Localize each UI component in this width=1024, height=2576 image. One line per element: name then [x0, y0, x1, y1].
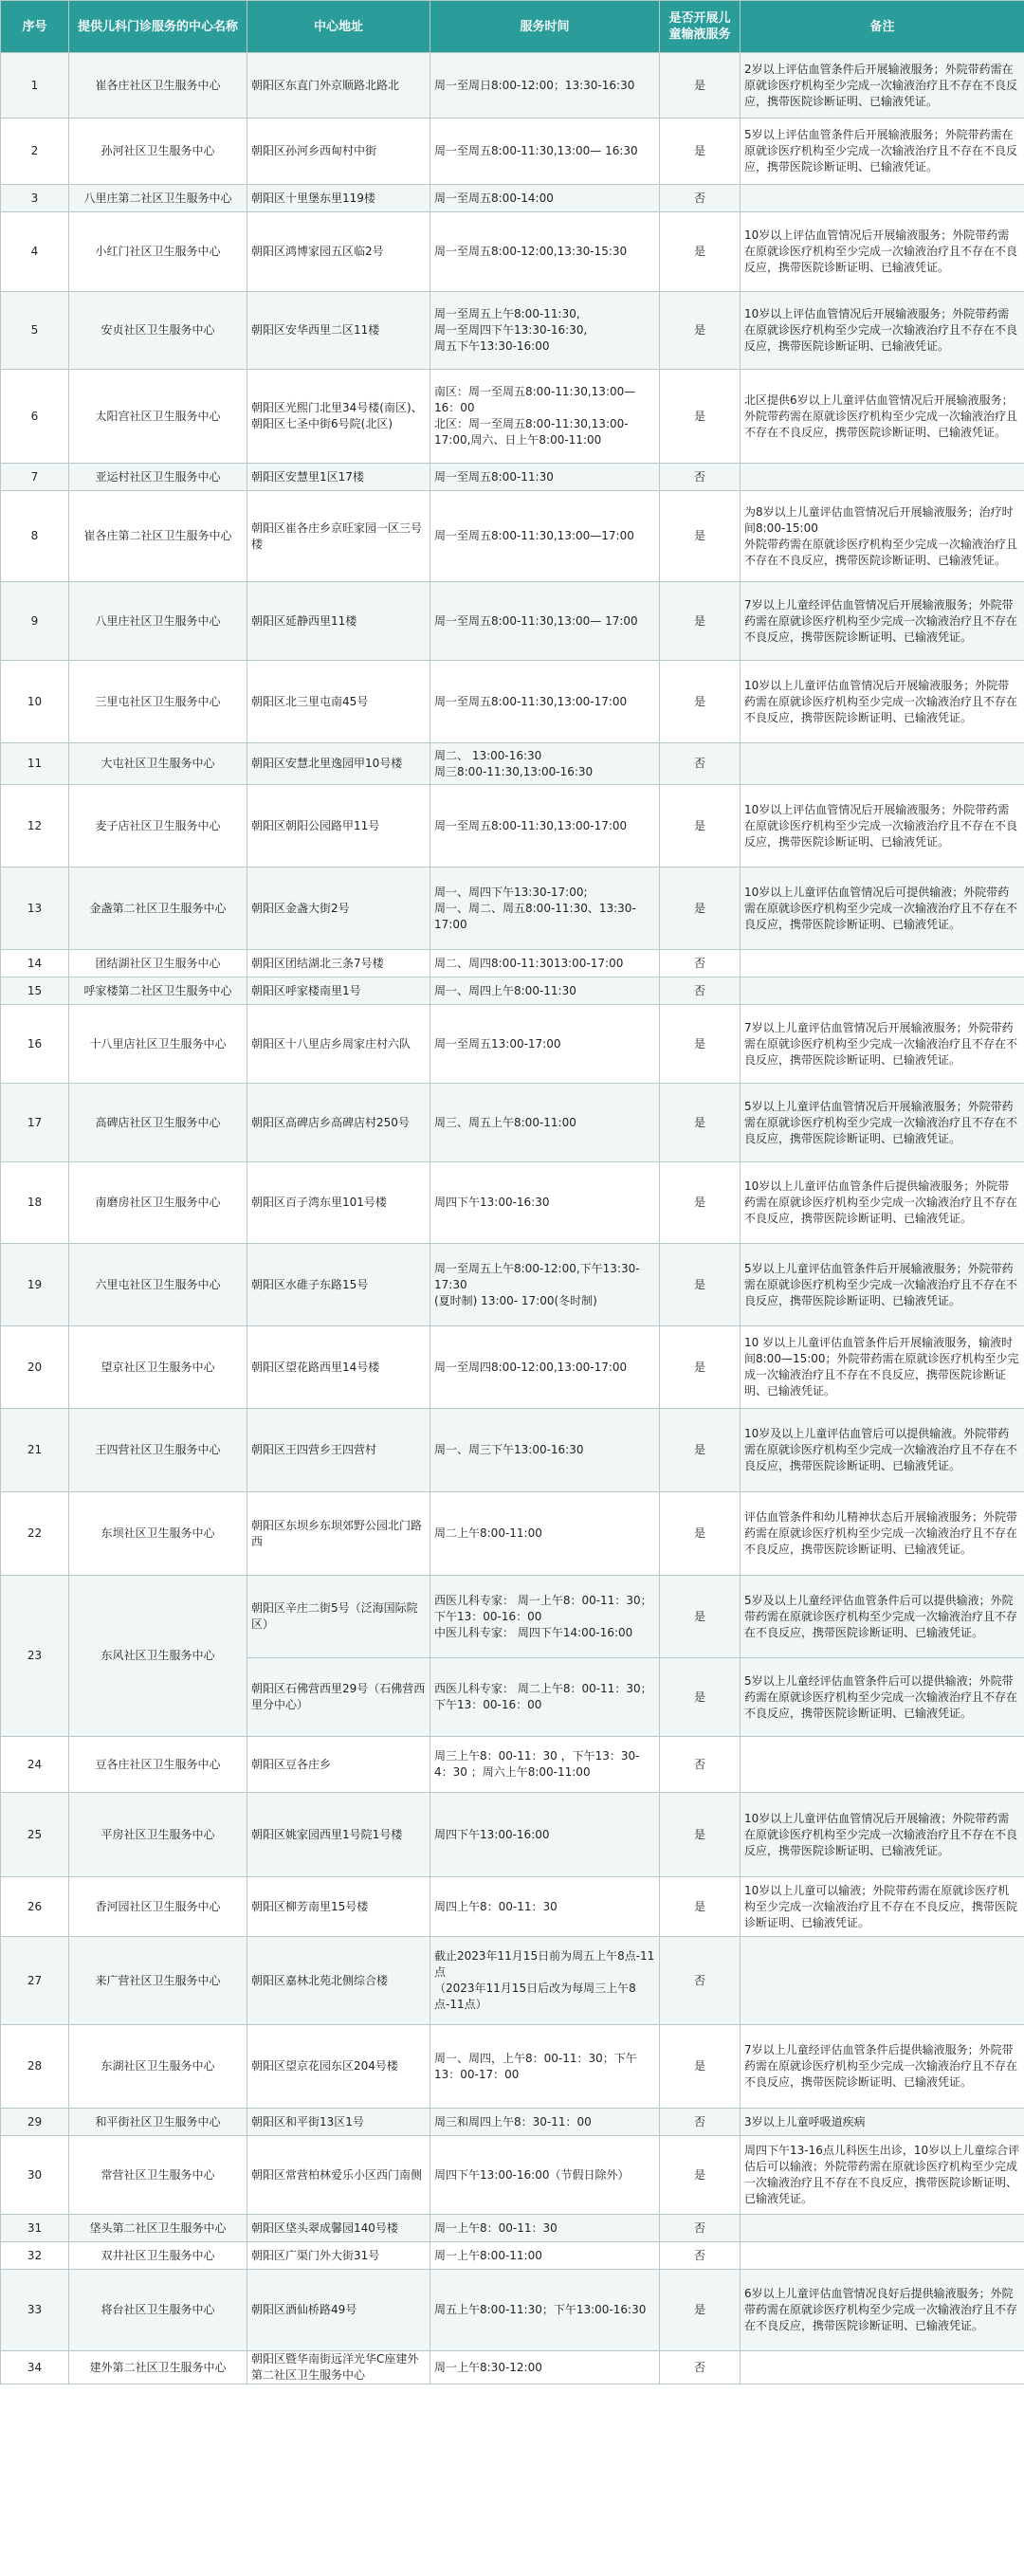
- center-address: 朝阳区安华西里二区11楼: [247, 292, 430, 370]
- table-row: [1, 1005, 1024, 1084]
- service-time: 周一上午8：00-11：30: [430, 2215, 660, 2242]
- row-index: 16: [1, 1005, 69, 1084]
- center-name: 将台社区卫生服务中心: [69, 2270, 247, 2351]
- center-address: 朝阳区安慧里1区17楼: [247, 464, 430, 491]
- center-name: 来广营社区卫生服务中心: [69, 1937, 247, 2025]
- center-address: 朝阳区延静西里11楼: [247, 582, 430, 661]
- row-index: 26: [1, 1877, 69, 1937]
- table-row: [1, 1937, 1024, 2025]
- row-index: 24: [1, 1737, 69, 1793]
- center-name: 十八里店社区卫生服务中心: [69, 1005, 247, 1084]
- service-time: 周一至周五13:00-17:00: [430, 1005, 660, 1084]
- service-time: 周一至周日8:00-12:00；13:30-16:30: [430, 53, 660, 119]
- center-address: 朝阳区广渠门外大街31号: [247, 2242, 430, 2270]
- note: 北区提供6岁以上儿童评估血管情况后开展输液服务；外院带药需在原就诊医疗机构至少完成一次输液治疗且不存在不良反应，携带医院诊断证明、已输液凭证。: [741, 370, 1024, 464]
- row-index: 27: [1, 1937, 69, 2025]
- infusion-flag: 否: [660, 950, 741, 977]
- center-name: 八里庄第二社区卫生服务中心: [69, 185, 247, 212]
- infusion-flag: 是: [660, 582, 741, 661]
- note: [741, 2242, 1024, 2270]
- note: 10 岁以上儿童评估血管条件后开展输液服务，输液时间8:00—15:00；外院带药需在原就诊医疗机构至少完成一次输液治疗且不存在不良反应，携带医院诊断证明、已输液凭证。: [741, 1326, 1024, 1409]
- center-address: 朝阳区安慧北里逸园甲10号楼: [247, 743, 430, 785]
- infusion-flag: 是: [660, 491, 741, 582]
- row-index: 1: [1, 53, 69, 119]
- row-index: 30: [1, 2136, 69, 2215]
- infusion-flag: 是: [660, 119, 741, 185]
- note: 周四下午13-16点儿科医生出诊，10岁以上儿童综合评估后可以输液；外院带药需在原就诊医疗机构至少完成一次输液治疗且不存在不良反应，携带医院诊断证明、已输液凭证。: [741, 2136, 1024, 2215]
- table-row: [1, 785, 1024, 868]
- note: 7岁以上儿童经评估血管情况后开展输液服务；外院带药需在原就诊医疗机构至少完成一次输液治疗且不存在不良反应，携带医院诊断证明、已输液凭证。: [741, 582, 1024, 661]
- note: 10岁以上儿童可以输液；外院带药需在原就诊医疗机构至少完成一次输液治疗且不存在不良反应，携带医院诊断证明、已输液凭证。: [741, 1877, 1024, 1937]
- service-time: 周四下午13:00-16:00（节假日除外）: [430, 2136, 660, 2215]
- note: 10岁以上儿童评估血管情况后可提供输液；外院带药需在原就诊医疗机构至少完成一次输液治疗且不存在不良反应，携带医院诊断证明、已输液凭证。: [741, 868, 1024, 950]
- table-row: [1, 292, 1024, 370]
- row-index: 10: [1, 661, 69, 743]
- service-time: 周一、周四，上午8：00-11：30；下午13：00-17：00: [430, 2025, 660, 2109]
- center-name: 麦子店社区卫生服务中心: [69, 785, 247, 868]
- table-row: [1, 1576, 1024, 1658]
- center-name: 三里屯社区卫生服务中心: [69, 661, 247, 743]
- note: 5岁以上儿童评估血管情况后开展输液服务；外院带药需在原就诊医疗机构至少完成一次输液治疗且不存在不良反应，携带医院诊断证明、已输液凭证。: [741, 1084, 1024, 1162]
- center-name: 团结湖社区卫生服务中心: [69, 950, 247, 977]
- service-time: 西医儿科专家： 周二上午8：00-11：30； 下午13：00-16：00: [430, 1658, 660, 1737]
- service-time: 周一至周五8:00-11:30,13:00-17:00: [430, 785, 660, 868]
- center-address: 朝阳区崔各庄乡京旺家园一区三号楼: [247, 491, 430, 582]
- infusion-flag: 是: [660, 1658, 741, 1737]
- table-header-row: [1, 1, 1024, 53]
- center-name: 金盏第二社区卫生服务中心: [69, 868, 247, 950]
- infusion-flag: 是: [660, 1409, 741, 1492]
- infusion-flag: 是: [660, 1162, 741, 1244]
- note: 5岁以上儿童经评估血管条件后可以提供输液；外院带药需在原就诊医疗机构至少完成一次输液治疗且不存在不良反应，携带医院诊断证明、已输液凭证。: [741, 1658, 1024, 1737]
- table-row: [1, 2351, 1024, 2384]
- note: 7岁以上儿童评估血管情况后开展输液服务；外院带药需在原就诊医疗机构至少完成一次输液治疗且不存在不良反应，携带医院诊断证明、已输液凭证。: [741, 1005, 1024, 1084]
- note: 5岁以上儿童评估血管条件后开展输液服务；外院带药需在原就诊医疗机构至少完成一次输液治疗且不存在不良反应，携带医院诊断证明、已输液凭证。: [741, 1244, 1024, 1326]
- infusion-flag: 是: [660, 1084, 741, 1162]
- service-time: 周一至周五8:00-11:30: [430, 464, 660, 491]
- row-index: 8: [1, 491, 69, 582]
- center-name: 南磨房社区卫生服务中心: [69, 1162, 247, 1244]
- service-time: 周一至周五上午8:00-11:30, 周一至周四下午13:30-16:30, 周五下午13:30-16:00: [430, 292, 660, 370]
- infusion-flag: 是: [660, 2025, 741, 2109]
- table-row: [1, 1492, 1024, 1576]
- center-address: 朝阳区东直门外京顺路北路北: [247, 53, 430, 119]
- header-address: 中心地址: [247, 1, 430, 53]
- table-row: [1, 661, 1024, 743]
- table-row: [1, 53, 1024, 119]
- service-time: 南区：周一至周五8:00-11:30,13:00—16：00 北区：周一至周五8:00-11:30,13:00-17:00,周六、日上午8:00-11:00: [430, 370, 660, 464]
- table-row: [1, 1793, 1024, 1877]
- center-name: 八里庄社区卫生服务中心: [69, 582, 247, 661]
- center-address: 朝阳区石佛营西里29号（石佛营西里分中心）: [247, 1658, 430, 1737]
- center-name: 望京社区卫生服务中心: [69, 1326, 247, 1409]
- table-row: [1, 1409, 1024, 1492]
- service-time: 西医儿科专家： 周一上午8：00-11：30； 下午13：00-16：00 中医儿科专家： 周四下午14:00-16:00: [430, 1576, 660, 1658]
- row-index: 22: [1, 1492, 69, 1576]
- center-address: 朝阳区柳芳南里15号楼: [247, 1877, 430, 1937]
- table-row: [1, 1326, 1024, 1409]
- table-row: [1, 370, 1024, 464]
- infusion-flag: 是: [660, 1005, 741, 1084]
- service-time: 截止2023年11月15日前为周五上午8点-11点 （2023年11月15日后改为每周三上午8点-11点）: [430, 1937, 660, 2025]
- center-address: 朝阳区暨华南街远洋光华C座建外第二社区卫生服务中心: [247, 2351, 430, 2384]
- center-name: 建外第二社区卫生服务中心: [69, 2351, 247, 2384]
- center-name: 东坝社区卫生服务中心: [69, 1492, 247, 1576]
- center-address: 朝阳区望花路西里14号楼: [247, 1326, 430, 1409]
- center-address: 朝阳区呼家楼南里1号: [247, 977, 430, 1005]
- center-name: 安贞社区卫生服务中心: [69, 292, 247, 370]
- center-name: 豆各庄社区卫生服务中心: [69, 1737, 247, 1793]
- service-time: 周一上午8:30-12:00: [430, 2351, 660, 2384]
- infusion-flag: 否: [660, 743, 741, 785]
- infusion-flag: 是: [660, 292, 741, 370]
- center-address: 朝阳区豆各庄乡: [247, 1737, 430, 1793]
- row-index: 33: [1, 2270, 69, 2351]
- row-index: 12: [1, 785, 69, 868]
- row-index: 32: [1, 2242, 69, 2270]
- center-address: 朝阳区嘉林北苑北侧综合楼: [247, 1937, 430, 2025]
- infusion-flag: 是: [660, 1576, 741, 1658]
- row-index: 18: [1, 1162, 69, 1244]
- table-row: [1, 491, 1024, 582]
- center-name: 亚运村社区卫生服务中心: [69, 464, 247, 491]
- service-time: 周四下午13:00-16:00: [430, 1793, 660, 1877]
- center-address: 朝阳区十里堡东里119楼: [247, 185, 430, 212]
- note: [741, 464, 1024, 491]
- note: 为8岁以上儿童评估血管情况后开展输液服务；治疗时间8:00-15:00 外院带药需在原就诊医疗机构至少完成一次输液治疗且不存在不良反应，携带医院诊断证明、已输液凭证。: [741, 491, 1024, 582]
- note: 10岁以上儿童评估血管情况后开展输液；外院带药需在原就诊医疗机构至少完成一次输液治疗且不存在不良反应，携带医院诊断证明、已输液凭证。: [741, 1793, 1024, 1877]
- infusion-flag: 是: [660, 1877, 741, 1937]
- row-index: 17: [1, 1084, 69, 1162]
- table-row: [1, 119, 1024, 185]
- center-name: 东风社区卫生服务中心: [69, 1576, 247, 1737]
- infusion-flag: 是: [660, 53, 741, 119]
- center-name: 六里屯社区卫生服务中心: [69, 1244, 247, 1326]
- table-row: [1, 868, 1024, 950]
- note: [741, 185, 1024, 212]
- center-name: 平房社区卫生服务中心: [69, 1793, 247, 1877]
- infusion-flag: 否: [660, 2242, 741, 2270]
- header-service-time: 服务时间: [430, 1, 660, 53]
- row-index: 19: [1, 1244, 69, 1326]
- row-index: 21: [1, 1409, 69, 1492]
- center-address: 朝阳区东坝乡东坝郊野公园北门路西: [247, 1492, 430, 1576]
- header-note: 备注: [741, 1, 1024, 53]
- center-address: 朝阳区和平街13区1号: [247, 2109, 430, 2136]
- table-row: [1, 1737, 1024, 1793]
- infusion-flag: 是: [660, 212, 741, 292]
- infusion-flag: 是: [660, 661, 741, 743]
- note: [741, 950, 1024, 977]
- infusion-flag: 是: [660, 1492, 741, 1576]
- note: [741, 1737, 1024, 1793]
- table-row: [1, 2270, 1024, 2351]
- row-index: 6: [1, 370, 69, 464]
- note: 7岁以上儿童经评估血管条件后提供输液服务；外院带药需在原就诊医疗机构至少完成一次输液治疗且不存在不良反应，携带医院诊断证明、已输液凭证。: [741, 2025, 1024, 2109]
- note: 2岁以上评估血管条件后开展输液服务；外院带药需在原就诊医疗机构至少完成一次输液治疗且不存在不良反应，携带医院诊断证明、已输液凭证。: [741, 53, 1024, 119]
- center-address: 朝阳区望京花园东区204号楼: [247, 2025, 430, 2109]
- service-time: 周四下午13:00-16:30: [430, 1162, 660, 1244]
- table-row: [1, 2242, 1024, 2270]
- service-time: 周一至周五8:00-11:30,13:00-17:00: [430, 661, 660, 743]
- service-time: 周二上午8:00-11:00: [430, 1492, 660, 1576]
- center-name: 崔各庄社区卫生服务中心: [69, 53, 247, 119]
- row-index: 31: [1, 2215, 69, 2242]
- center-address: 朝阳区水碓子东路15号: [247, 1244, 430, 1326]
- service-time: 周三和周四上午8：30-11：00: [430, 2109, 660, 2136]
- note: 5岁及以上儿童经评估血管条件后可以提供输液；外院带药需在原就诊医疗机构至少完成一次输液治疗且不存在不良反应，携带医院诊断证明、已输液凭证。: [741, 1576, 1024, 1658]
- center-address: 朝阳区朝阳公园路甲11号: [247, 785, 430, 868]
- center-name: 大屯社区卫生服务中心: [69, 743, 247, 785]
- table-row: [1, 2136, 1024, 2215]
- row-index: 14: [1, 950, 69, 977]
- header-infusion: 是否开展儿童输液服务: [660, 1, 741, 53]
- row-index: 20: [1, 1326, 69, 1409]
- note: 10岁及以上儿童评估血管后可以提供输液。外院带药需在原就诊医疗机构至少完成一次输液治疗且不存在不良反应，携带医院诊断证明、已输液凭证。: [741, 1409, 1024, 1492]
- row-index: 7: [1, 464, 69, 491]
- row-index: 3: [1, 185, 69, 212]
- table-row: [1, 2215, 1024, 2242]
- note: [741, 1937, 1024, 2025]
- center-address: 朝阳区酒仙桥路49号: [247, 2270, 430, 2351]
- note: 10岁以上评估血管情况后开展输液服务；外院带药需在原就诊医疗机构至少完成一次输液治疗且不存在不良反应，携带医院诊断证明、已输液凭证。: [741, 292, 1024, 370]
- center-address: 朝阳区团结湖北三条7号楼: [247, 950, 430, 977]
- center-name: 王四营社区卫生服务中心: [69, 1409, 247, 1492]
- infusion-flag: 是: [660, 370, 741, 464]
- service-time: 周四上午8：00-11：30: [430, 1877, 660, 1937]
- note: 5岁以上评估血管条件后开展输液服务；外院带药需在原就诊医疗机构至少完成一次输液治疗且不存在不良反应，携带医院诊断证明、已输液凭证。: [741, 119, 1024, 185]
- service-time: 周一、周三下午13:00-16:30: [430, 1409, 660, 1492]
- center-name: 东湖社区卫生服务中心: [69, 2025, 247, 2109]
- table-row: [1, 464, 1024, 491]
- service-time: 周三上午8：00-11：30 ，下午13：30-4：30 ；周六上午8:00-11:00: [430, 1737, 660, 1793]
- center-address: 朝阳区十八里店乡周家庄村六队: [247, 1005, 430, 1084]
- note: 3岁以上儿童呼吸道疾病: [741, 2109, 1024, 2136]
- center-name: 双井社区卫生服务中心: [69, 2242, 247, 2270]
- row-index: 29: [1, 2109, 69, 2136]
- row-index: 13: [1, 868, 69, 950]
- note: 10岁以上儿童评估血管条件后提供输液服务；外院带药需在原就诊医疗机构至少完成一次输液治疗且不存在不良反应，携带医院诊断证明、已输液凭证。: [741, 1162, 1024, 1244]
- infusion-flag: 是: [660, 785, 741, 868]
- service-time: 周二、周四8:00-11:3013:00-17:00: [430, 950, 660, 977]
- row-index: 23: [1, 1576, 69, 1737]
- center-address: 朝阳区鸿博家园五区临2号: [247, 212, 430, 292]
- table-row: [1, 743, 1024, 785]
- center-address: 朝阳区高碑店乡高碑店村250号: [247, 1084, 430, 1162]
- infusion-flag: 是: [660, 1326, 741, 1409]
- center-address: 朝阳区辛庄二街5号（泛海国际院区）: [247, 1576, 430, 1658]
- row-index: 25: [1, 1793, 69, 1877]
- table-row: [1, 977, 1024, 1005]
- service-time: 周一至周五8:00-14:00: [430, 185, 660, 212]
- center-address: 朝阳区孙河乡西甸村中街: [247, 119, 430, 185]
- service-time: 周一至周五8:00-11:30,13:00— 16:30: [430, 119, 660, 185]
- service-time: 周二、 13:00-16:30 周三8:00-11:30,13:00-16:30: [430, 743, 660, 785]
- service-time: 周一至周五8:00-11:30,13:00— 17:00: [430, 582, 660, 661]
- center-address: 朝阳区垡头翠成馨园140号楼: [247, 2215, 430, 2242]
- infusion-flag: 是: [660, 1793, 741, 1877]
- infusion-flag: 是: [660, 868, 741, 950]
- note: [741, 743, 1024, 785]
- note: 6岁以上儿童评估血管情况良好后提供输液服务；外院带药需在原就诊医疗机构至少完成一次输液治疗且不存在不良反应，携带医院诊断证明、已输液凭证。: [741, 2270, 1024, 2351]
- center-address: 朝阳区光熙门北里34号楼(南区)、 朝阳区七圣中街6号院(北区): [247, 370, 430, 464]
- table-row: [1, 2025, 1024, 2109]
- note: 10岁以上儿童评估血管情况后开展输液服务；外院带药需在原就诊医疗机构至少完成一次输液治疗且不存在不良反应，携带医院诊断证明、已输液凭证。: [741, 661, 1024, 743]
- row-index: 5: [1, 292, 69, 370]
- infusion-flag: 否: [660, 2109, 741, 2136]
- center-name: 高碑店社区卫生服务中心: [69, 1084, 247, 1162]
- service-time: 周一、周四上午8:00-11:30: [430, 977, 660, 1005]
- center-address: 朝阳区金盏大街2号: [247, 868, 430, 950]
- table-row: [1, 2109, 1024, 2136]
- row-index: 2: [1, 119, 69, 185]
- row-index: 11: [1, 743, 69, 785]
- center-name: 孙河社区卫生服务中心: [69, 119, 247, 185]
- service-time: 周一上午8:00-11:00: [430, 2242, 660, 2270]
- row-index: 9: [1, 582, 69, 661]
- row-index: 15: [1, 977, 69, 1005]
- center-address: 朝阳区王四营乡王四营村: [247, 1409, 430, 1492]
- service-time: 周一至周五8:00-12:00,13:30-15:30: [430, 212, 660, 292]
- table-row: [1, 212, 1024, 292]
- infusion-flag: 否: [660, 977, 741, 1005]
- center-address: 朝阳区百子湾东里101号楼: [247, 1162, 430, 1244]
- table-row: [1, 1084, 1024, 1162]
- table-row: [1, 1877, 1024, 1937]
- infusion-flag: 是: [660, 1244, 741, 1326]
- row-index: 28: [1, 2025, 69, 2109]
- note: [741, 2351, 1024, 2384]
- center-name: 垡头第二社区卫生服务中心: [69, 2215, 247, 2242]
- note: 评估血管条件和幼儿精神状态后开展输液服务；外院带药需在原就诊医疗机构至少完成一次输液治疗且不存在不良反应，携带医院诊断证明、已输液凭证。: [741, 1492, 1024, 1576]
- service-time: 周五上午8:00-11:30；下午13:00-16:30: [430, 2270, 660, 2351]
- center-name: 小红门社区卫生服务中心: [69, 212, 247, 292]
- infusion-flag: 否: [660, 1737, 741, 1793]
- center-address: 朝阳区常营柏林爱乐小区西门南侧: [247, 2136, 430, 2215]
- infusion-flag: 否: [660, 464, 741, 491]
- table-row: [1, 950, 1024, 977]
- center-address: 朝阳区姚家园西里1号院1号楼: [247, 1793, 430, 1877]
- infusion-flag: 否: [660, 2215, 741, 2242]
- service-time: 周一至周五8:00-11:30,13:00—17:00: [430, 491, 660, 582]
- infusion-flag: 否: [660, 2351, 741, 2384]
- table-row: [1, 185, 1024, 212]
- note: [741, 2215, 1024, 2242]
- note: [741, 977, 1024, 1005]
- center-name: 和平街社区卫生服务中心: [69, 2109, 247, 2136]
- center-name: 崔各庄第二社区卫生服务中心: [69, 491, 247, 582]
- table-row: [1, 1244, 1024, 1326]
- row-index: 34: [1, 2351, 69, 2384]
- row-index: 4: [1, 212, 69, 292]
- center-name: 太阳宫社区卫生服务中心: [69, 370, 247, 464]
- infusion-flag: 否: [660, 185, 741, 212]
- service-time: 周三、周五上午8:00-11:00: [430, 1084, 660, 1162]
- service-time: 周一至周四8:00-12:00,13:00-17:00: [430, 1326, 660, 1409]
- center-name: 呼家楼第二社区卫生服务中心: [69, 977, 247, 1005]
- note: 10岁以上评估血管情况后开展输液服务；外院带药需在原就诊医疗机构至少完成一次输液治疗且不存在不良反应，携带医院诊断证明、已输液凭证。: [741, 785, 1024, 868]
- service-time: 周一至周五上午8:00-12:00,下午13:30-17:30 (夏时制) 13:00- 17:00(冬时制): [430, 1244, 660, 1326]
- center-address: 朝阳区北三里屯南45号: [247, 661, 430, 743]
- center-name: 常营社区卫生服务中心: [69, 2136, 247, 2215]
- infusion-flag: 是: [660, 2136, 741, 2215]
- infusion-flag: 否: [660, 1937, 741, 2025]
- header-index: 序号: [1, 1, 69, 53]
- infusion-flag: 是: [660, 2270, 741, 2351]
- table-row: [1, 1162, 1024, 1244]
- header-center-name: 提供儿科门诊服务的中心名称: [69, 1, 247, 53]
- center-name: 香河园社区卫生服务中心: [69, 1877, 247, 1937]
- table-row: [1, 582, 1024, 661]
- service-time: 周一、周四下午13:30-17:00; 周一、周二、周五8:00-11:30、13:30-17:00: [430, 868, 660, 950]
- note: 10岁以上评估血管情况后开展输液服务；外院带药需在原就诊医疗机构至少完成一次输液治疗且不存在不良反应，携带医院诊断证明、已输液凭证。: [741, 212, 1024, 292]
